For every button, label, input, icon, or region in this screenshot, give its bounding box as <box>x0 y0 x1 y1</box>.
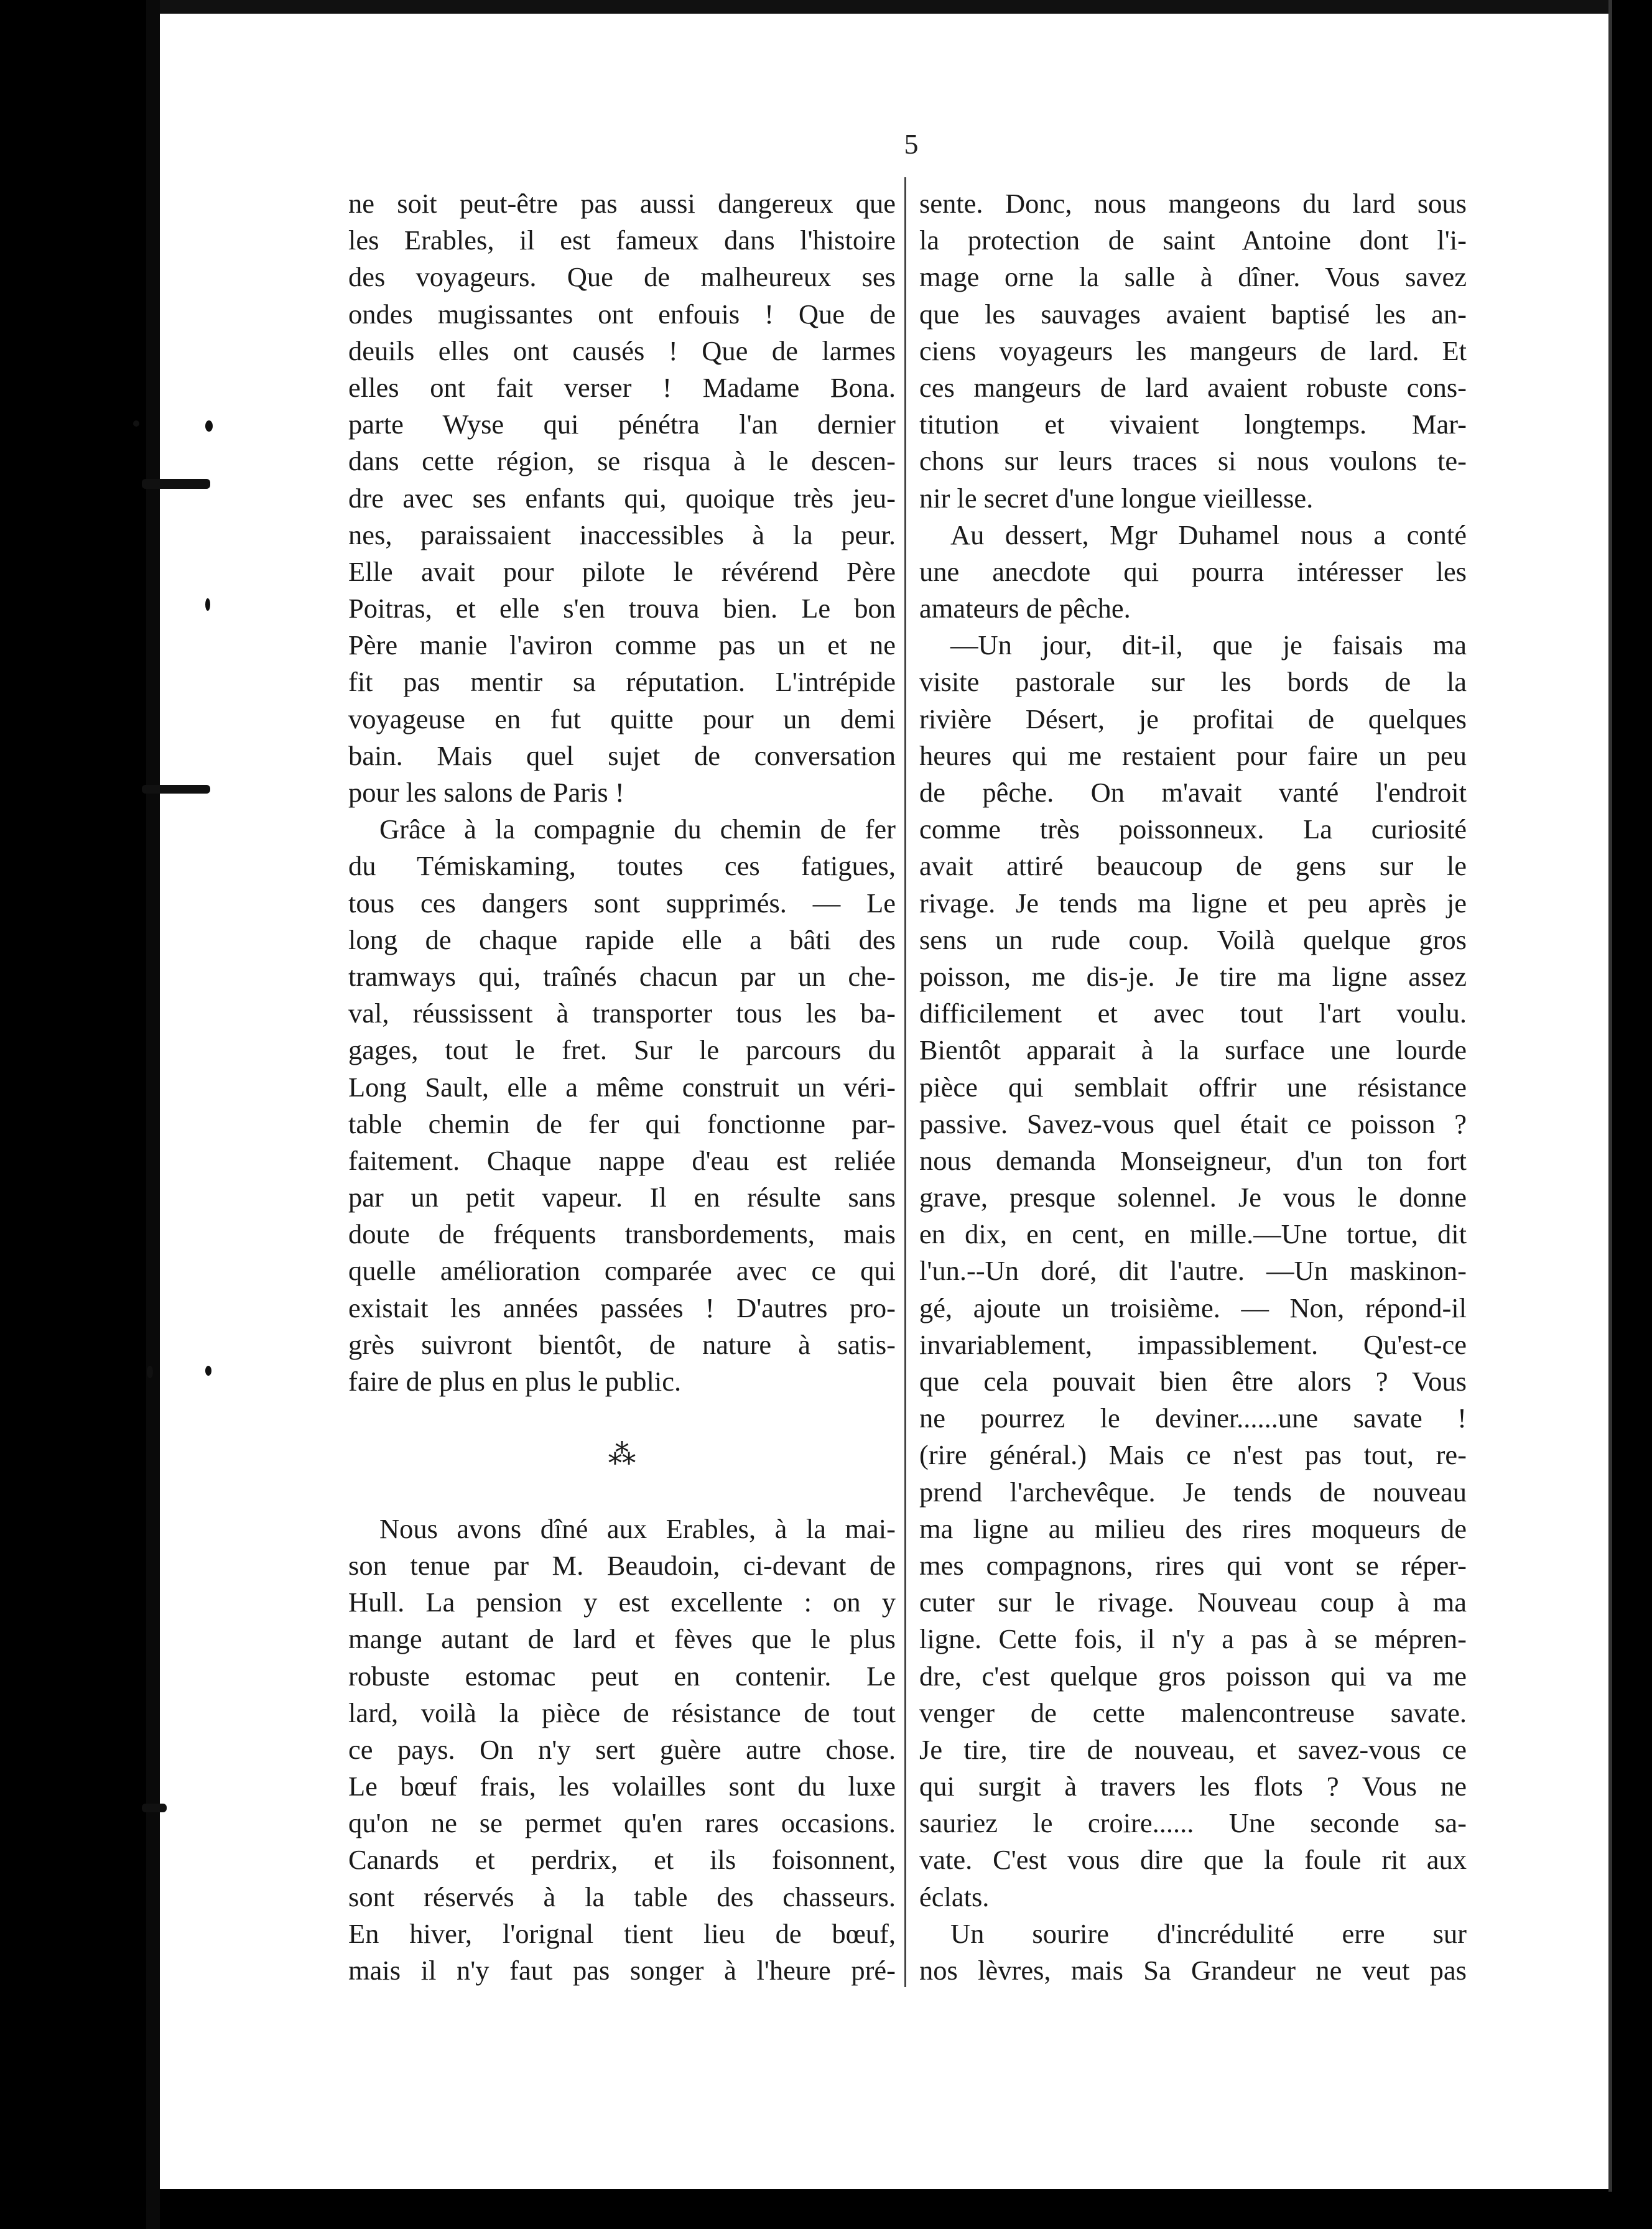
text-line: mais il n'y faut pas songer à l'heure pré- <box>348 1955 896 1986</box>
text-line: avait attiré beaucoup de gens sur le <box>919 850 1467 882</box>
text-line: son tenue par M. Beaudoin, ci-devant de <box>348 1549 896 1581</box>
binding-spine <box>146 0 160 2229</box>
text-line: fit pas mentir sa réputation. L'intrépide <box>348 666 896 698</box>
text-line: ondes mugissantes ont enfouis ! Que de <box>348 298 896 330</box>
text-line: sente. Donc, nous mangeons du lard sous <box>919 188 1467 219</box>
text-line: chons sur leurs traces si nous voulons te- <box>919 445 1467 477</box>
text-line: sauriez le croire...... Une seconde sa- <box>919 1807 1467 1839</box>
text-line: table chemin de fer qui fonctionne par- <box>348 1108 896 1139</box>
text-line: ce pays. On n'y sert guère autre chose. <box>348 1733 896 1765</box>
text-line: invariablement, impassiblement. Qu'est-ce <box>919 1328 1467 1360</box>
text-line: ma ligne au milieu des rires moqueurs de <box>919 1513 1467 1544</box>
text-line: titution et vivaient longtemps. Mar- <box>919 409 1467 440</box>
text-line: parte Wyse qui pénétra l'an dernier <box>348 409 896 440</box>
text-line: elles ont fait verser ! Madame Bona. <box>348 371 896 403</box>
text-line: de pêche. On m'avait vanté l'endroit <box>919 777 1467 808</box>
text-line: qu'on ne se permet qu'en rares occasions. <box>348 1807 896 1839</box>
text-line: dre, c'est quelque gros poisson qui va me <box>919 1660 1467 1692</box>
text-line: poisson, me dis-je. Je tire ma ligne assez <box>919 960 1467 992</box>
text-line: visite pastorale sur les bords de la <box>919 666 1467 698</box>
text-line: mes compagnons, rires qui vont se réper- <box>919 1549 1467 1581</box>
text-line: Long Sault, elle a même construit un véri- <box>348 1071 896 1103</box>
section-separator: ⁂ <box>608 1439 636 1471</box>
text-line: ne soit peut-être pas aussi dangereux que <box>348 188 896 219</box>
text-line: ne pourrez le deviner......une savate ! <box>919 1402 1467 1434</box>
text-line: long de chaque rapide elle a bâti des <box>348 924 896 955</box>
text-line: robuste estomac peut en contenir. Le <box>348 1660 896 1692</box>
text-line: sens un rude coup. Voilà quelque gros <box>919 924 1467 955</box>
text-line: comme très poissonneux. La curiosité <box>919 813 1467 845</box>
text-line: en dix, en cent, en mille.—Une tortue, dit <box>919 1218 1467 1250</box>
text-line: val, réussissent à transporter tous les ba- <box>348 998 896 1029</box>
text-line: Au dessert, Mgr Duhamel nous a conté <box>950 519 1467 550</box>
text-line: venger de cette malencontreuse savate. <box>919 1697 1467 1728</box>
text-line: rivage. Je tends ma ligne et peu après je <box>919 887 1467 919</box>
text-line: dre avec ses enfants qui, quoique très jeu- <box>348 482 896 514</box>
text-line: prend l'archevêque. Je tends de nouveau <box>919 1476 1467 1508</box>
text-line: Père manie l'aviron comme pas un et ne <box>348 629 896 661</box>
text-line: une anecdote qui pourra intéresser les <box>919 555 1467 587</box>
text-line: En hiver, l'orignal tient lieu de bœuf, <box>348 1917 896 1949</box>
text-line: vate. C'est vous dire que la foule rit aux <box>919 1844 1467 1876</box>
text-line: mage orne la salle à dîner. Vous savez <box>919 261 1467 293</box>
text-line: éclats. <box>919 1881 990 1912</box>
text-line: tramways qui, traînés chacun par un che- <box>348 960 896 992</box>
text-line: nes, paraissaient inaccessibles à la peur. <box>348 519 896 550</box>
text-line: grave, presque solennel. Je vous le donne <box>919 1182 1467 1213</box>
blank-line <box>348 1400 896 1437</box>
text-line: existait les années passées ! D'autres pro- <box>348 1292 896 1323</box>
binding-mark <box>142 479 210 489</box>
text-line: la protection de saint Antoine dont l'i- <box>919 225 1467 256</box>
text-line: ciens voyageurs les mangeurs de lard. Et <box>919 335 1467 366</box>
text-line: cuter sur le rivage. Nouveau coup à ma <box>919 1587 1467 1618</box>
text-line: heures qui me restaient pour faire un peu <box>919 739 1467 771</box>
text-line: nous demanda Monseigneur, d'un ton fort <box>919 1144 1467 1176</box>
text-line: Poitras, et elle s'en trouva bien. Le bon <box>348 593 896 624</box>
text-line: du Témiskaming, toutes ces fatigues, <box>348 850 896 882</box>
text-line: par un petit vapeur. Il en résulte sans <box>348 1182 896 1213</box>
scan-bottom-border <box>0 2192 1652 2229</box>
text-line: ligne. Cette fois, il n'y a pas à se mépren- <box>919 1623 1467 1655</box>
text-line: Bientôt apparait à la surface une lourde <box>919 1034 1467 1066</box>
binding-mark <box>205 420 213 432</box>
text-line: nir le secret d'une longue vieillesse. <box>919 482 1314 514</box>
text-line: deuils elles ont causés ! Que de larmes <box>348 335 896 366</box>
text-line: amateurs de pêche. <box>919 593 1131 624</box>
text-line: faitement. Chaque nappe d'eau est reliée <box>348 1144 896 1176</box>
left-column <box>348 185 896 1989</box>
text-line: des voyageurs. Que de malheureux ses <box>348 261 896 293</box>
text-line: Grâce à la compagnie du chemin de fer <box>379 813 896 845</box>
text-line: rivière Désert, je profitai de quelques <box>919 703 1467 735</box>
text-line: que les sauvages avaient baptisé les an- <box>919 298 1467 330</box>
text-line: gages, tout le fret. Sur le parcours du <box>348 1034 896 1066</box>
text-line: l'un.--Un doré, dit l'autre. —Un maskinon- <box>919 1255 1467 1287</box>
text-line: gé, ajoute un troisième. — Non, répond-il <box>919 1292 1467 1323</box>
text-line: Nous avons dîné aux Erables, à la mai- <box>379 1513 896 1544</box>
text-line: Un sourire d'incrédulité erre sur <box>950 1917 1467 1949</box>
right-column <box>919 185 1467 1989</box>
text-line: faire de plus en plus le public. <box>348 1366 682 1397</box>
text-line: Je tire, tire de nouveau, et savez-vous ce <box>919 1733 1467 1765</box>
text-line: voyageuse en fut quitte pour un demi <box>348 703 896 735</box>
text-line: bain. Mais quel sujet de conversation <box>348 739 896 771</box>
column-divider <box>904 177 906 1987</box>
text-line: dans cette région, se risqua à le descen- <box>348 445 896 477</box>
page-number: 5 <box>904 128 919 160</box>
binding-mark <box>142 1804 167 1812</box>
text-line: qui surgit à travers les flots ? Vous ne <box>919 1771 1467 1802</box>
text-line: lard, voilà la pièce de résistance de tout <box>348 1697 896 1728</box>
text-line: Le bœuf frais, les volailles sont du luxe <box>348 1771 896 1802</box>
blank-line <box>348 1474 896 1511</box>
text-line: ces mangeurs de lard avaient robuste cons- <box>919 371 1467 403</box>
text-line: que cela pouvait bien être alors ? Vous <box>919 1366 1467 1397</box>
text-line: nos lèvres, mais Sa Grandeur ne veut pas <box>919 1955 1467 1986</box>
scan-top-border <box>155 0 1652 14</box>
text-line: les Erables, il est fameux dans l'histoire <box>348 225 896 256</box>
text-line: grès suivront bientôt, de nature à satis- <box>348 1328 896 1360</box>
binding-mark <box>142 785 210 794</box>
binding-mark <box>147 1366 153 1378</box>
text-line: sont réservés à la table des chasseurs. <box>348 1881 896 1912</box>
binding-mark <box>205 1366 211 1376</box>
text-line: passive. Savez-vous quel était ce poisson ? <box>919 1108 1467 1139</box>
text-line: pour les salons de Paris ! <box>348 777 624 808</box>
text-line: mange autant de lard et fèves que le plus <box>348 1623 896 1655</box>
text-line: Canards et perdrix, et ils foisonnent, <box>348 1844 896 1876</box>
text-line: pièce qui semblait offrir une résistance <box>919 1071 1467 1103</box>
text-line: tous ces dangers sont supprimés. — Le <box>348 887 896 919</box>
text-line: (rire général.) Mais ce n'est pas tout, re- <box>919 1439 1467 1471</box>
text-line: quelle amélioration comparée avec ce qui <box>348 1255 896 1287</box>
text-line: difficilement et avec tout l'art voulu. <box>919 998 1467 1029</box>
text-line: doute de fréquents transbordements, mais <box>348 1218 896 1250</box>
binding-mark <box>133 420 139 427</box>
binding-mark <box>205 598 210 611</box>
scan-right-border <box>1612 0 1652 2229</box>
text-line: Hull. La pension y est excellente : on y <box>348 1587 896 1618</box>
text-line: —Un jour, dit-il, que je faisais ma <box>950 629 1467 661</box>
text-line: Elle avait pour pilote le révérend Père <box>348 555 896 587</box>
